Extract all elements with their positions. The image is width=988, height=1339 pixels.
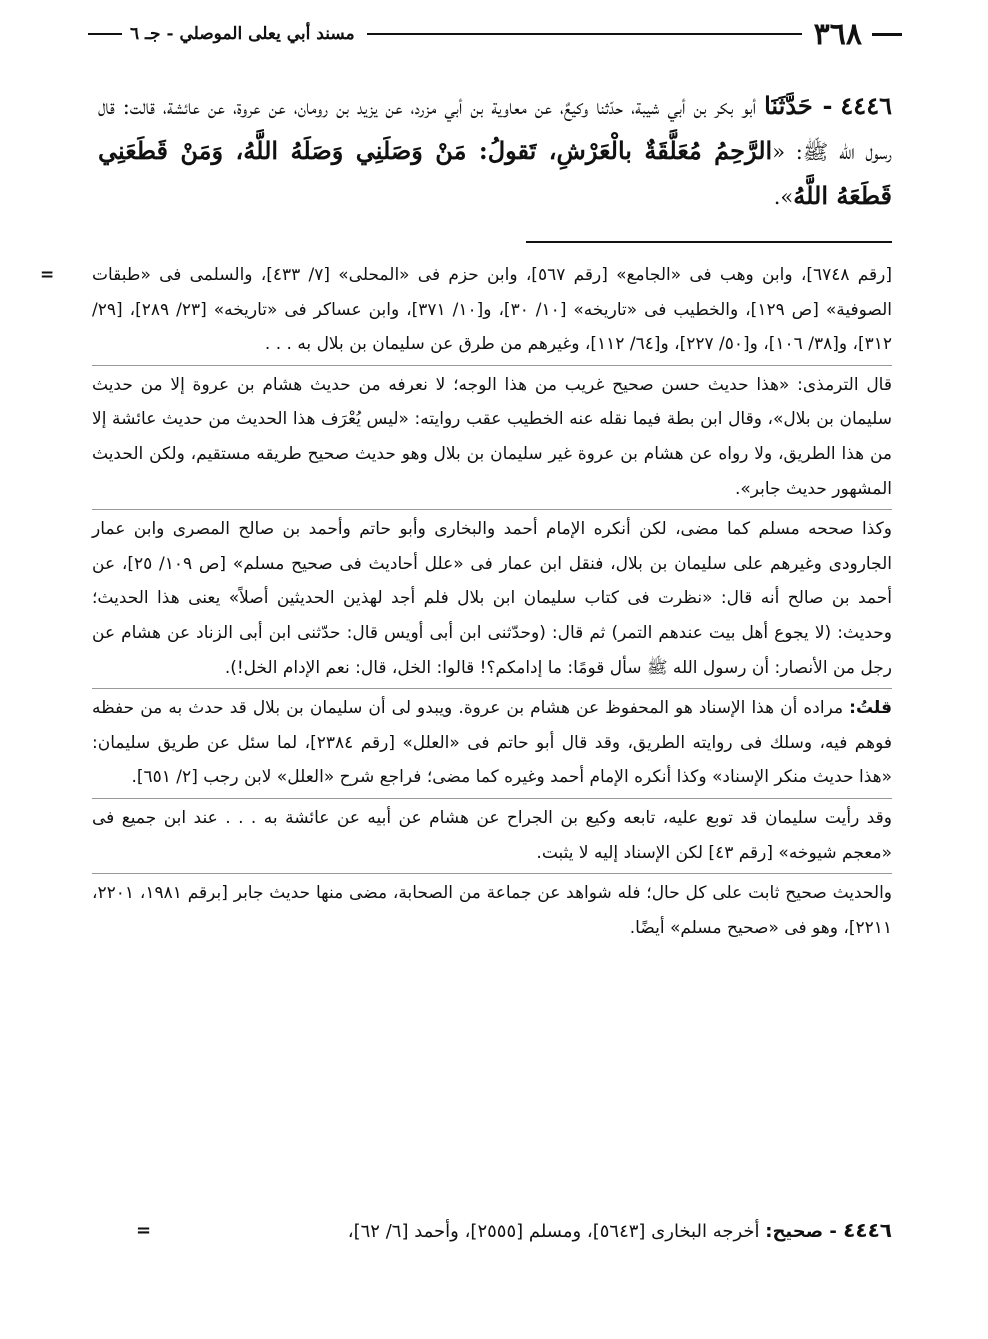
grading-label: صحيح: xyxy=(765,1221,824,1242)
hadith-number: ٤٤٤٦ xyxy=(840,91,892,120)
grading-text: أخرجه البخارى [٥٦٤٣]، ومسلم [٢٥٥٥]، وأحمد [٦/ ٦٢]، xyxy=(347,1221,760,1242)
footnotes xyxy=(40,258,893,945)
footnote-separator xyxy=(526,241,892,243)
footnote-paragraph: وكذا صححه مسلم كما مضى، لكن أنكره الإمام أحمد والبخارى وأبو حاتم وأحمد بن صالح المصرى وابن عمار الجارودى وغيرهم على سليمان بن بلال، فنقل ابن عمار فى «علل أحاديث فى صحيح مسلم» [ص ١٠٩/ ٢٥]، عن أحمد بن صالح أنه قال: «نظرت فى كتاب سليمان ابن بلال فلم أجد لهذين الحديثين أصلاً» يعنى هذا الحديث؛ وحديث: (لا يجوع أهل بيت عندهم التمر) ثم قال: (وحدّثنى ابن أبى أويس قال: حدّثنى ابن أبى الزناد عن هشام عن رجل من الأنصار: أن رسول الله ﷺ سأل قومًا: ما إدامكم؟! قالوا: الخل، قال: نعم الإدام الخل!). xyxy=(92,509,892,685)
header-dash xyxy=(88,33,122,35)
footnote-paragraph: = [رقم ٦٧٤٨]، وابن وهب فى «الجامع» [رقم ٥٦٧]، وابن حزم فى «المحلى» [٧/ ٤٣٣]، والسلمى فى «طبقات الصوفية» [ص ١٢٩]، والخطيب فى «تاريخه» [١٠/ ٣٠]، و[١٠/ ٣٧١]، وابن عساكر فى «تاريخه» [٢٣/ ٢٨٩]، [٢٩/ ٣١٢]، و[٣٨/ ١٠٦]، و[٥٠/ ٢٢٧]، و[٦٤/ ١١٢]، وغيرهم من طرق عن سليمان بن بلال به . . . xyxy=(92,258,892,362)
hadith-isnad: أبو بكر بن أبي شيبة، حدّثنا وكيعٌ، عن معاوية بن أبي مزرد، عن يزيد بن رومان، عن عروة، عن عائشة، قالت: قال رسول الله ﷺ: « xyxy=(98,95,892,164)
footnote-paragraph: قال الترمذى: «هذا حديث حسن صحيح غريب من هذا الوجه؛ لا نعرفه من حديث هشام بن عروة إلا من حديث سليمان بن بلال»، وقال ابن بطة فيما نقله عنه الخطيب عقب روايته: «ليس يُعْرَف هذا الحديث من حديث عائشة إلا من هذا الطريق، ولا رواه عن هشام بن عروة غير سليمان بن بلال وهو حديث صحيح طريقه مستقيم، ولكن الحديث المشهور حديث جابر». xyxy=(92,365,892,506)
hadith-matn: الرَّحِمُ مُعَلَّقَةٌ بالْعَرْشِ، تَقولُ: مَنْ وَصَلَنِي وَصَلَهُ اللَّهُ، وَمَنْ قَطَعَنِي قَطَعَهُ اللَّهُ xyxy=(98,136,892,210)
grading-number: ٤٤٤٦ xyxy=(843,1218,892,1242)
footnote-paragraph: والحديث صحيح ثابت على كل حال؛ فله شواهد عن جماعة من الصحابة، مضى منها حديث جابر [برقم ١٩٨١، ٢٢٠١، ٢٢١١]، وهو فى «صحيح مسلم» أيضًا. xyxy=(92,873,892,945)
header-rule xyxy=(367,33,802,35)
running-header xyxy=(88,14,902,54)
grading-line: ٤٤٤٦ - صحيح: أخرجه البخارى [٥٦٤٣]، ومسلم [٢٥٥٥]، وأحمد [٦/ ٦٢]، = xyxy=(136,1218,892,1242)
qultu-label: قلتُ: xyxy=(849,698,893,719)
footnote-paragraph: قلتُ: مراده أن هذا الإسناد هو المحفوظ عن هشام بن عروة. ويبدو لى أن سليمان بن بلال قد حدث به من حفظه فوهم فيه، وسلك فى روايته الطريق، وقد قال أبو حاتم فى «العلل» [رقم ٢٣٨٤]، لما سئل عن طريق سليمان: «هذا حديث منكر الإسناد» وكذا أنكره الإمام أحمد وغيره كما مضى؛ فراجع شرح «العلل» لابن رجب [٢/ ٦٥١]. xyxy=(92,688,892,795)
continuation-mark: = xyxy=(40,265,55,285)
footnote-paragraph: وقد رأيت سليمان قد توبع عليه، تابعه وكيع بن الجراح عن هشام عن أبيه عن عائشة به . . . عند ابن جميع فى «معجم شيوخه» [رقم ٤٣] لكن الإسناد إليه لا يثبت. xyxy=(92,798,892,870)
book-title: مسند أبي يعلى الموصلي - جـ ٦ xyxy=(130,24,355,44)
hadith-text: ٤٤٤٦ - حَدَّثَنَا أبو بكر بن أبي شيبة، حدّثنا وكيعٌ، عن معاوية بن أبي مزرد، عن يزيد بن رومان، عن عروة، عن عائشة، قالت: قال رسول الله ﷺ: «الرَّحِمُ مُعَلَّقَةٌ بالْعَرْشِ، تَقولُ: مَنْ وَصَلَنِي وَصَلَهُ اللَّهُ، وَمَنْ قَطَعَنِي قَطَعَهُ اللَّهُ». xyxy=(98,91,892,210)
header-dash xyxy=(872,33,902,36)
continuation-mark: = xyxy=(136,1219,152,1241)
hadith-end: ». xyxy=(773,185,794,209)
hadith-isnad-start: حَدَّثَنَا xyxy=(764,91,813,120)
page-number: ٣٦٨ xyxy=(813,16,862,52)
